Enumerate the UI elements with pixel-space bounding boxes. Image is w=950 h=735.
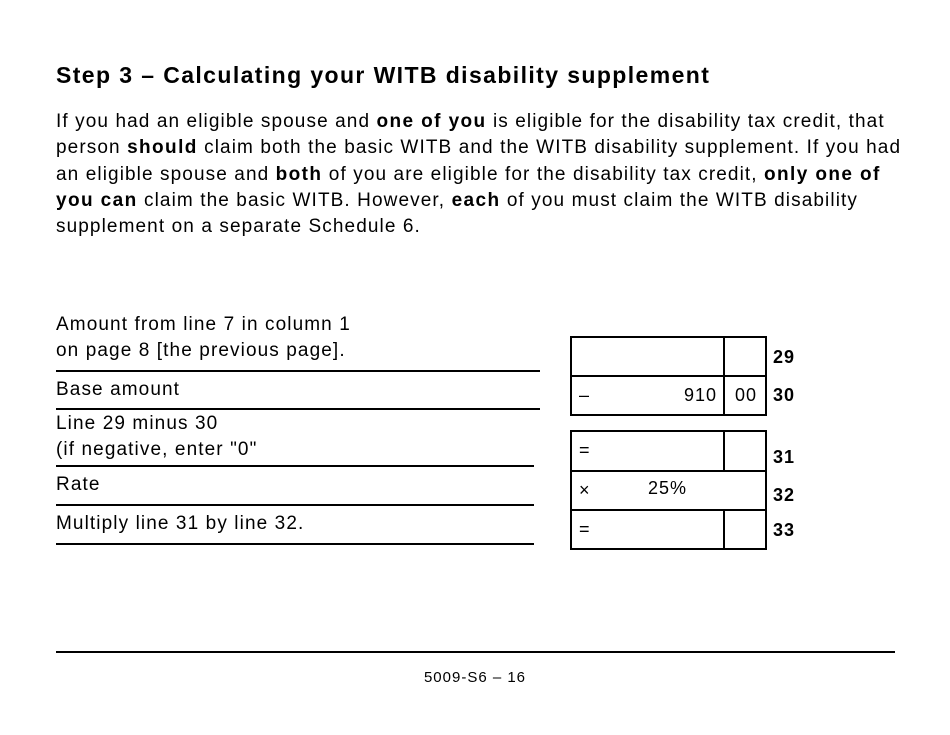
divider — [56, 465, 534, 467]
intro-bold: each — [451, 189, 501, 211]
line-29-cents-field[interactable] — [723, 338, 767, 375]
divider — [56, 504, 534, 506]
divider — [56, 370, 540, 372]
line-30-cents: 00 — [723, 377, 767, 414]
divider — [56, 543, 534, 545]
intro-paragraph — [56, 109, 906, 240]
line-number-32: 32 — [773, 485, 796, 505]
section-title: Step 3 – Calculating your WITB disability supplement — [56, 62, 711, 88]
label-text: (if negative, enter "0" — [56, 439, 258, 460]
intro-text: If you had an eligible spouse and — [56, 111, 377, 132]
intro-text: is eligible for the disability tax credit, that person — [56, 111, 885, 159]
line-32-label: Rate — [56, 474, 101, 495]
amount-box-29-30 — [570, 336, 767, 416]
line-31-cents-field[interactable] — [723, 432, 767, 470]
equals-operator: = — [579, 440, 590, 460]
times-operator: × — [579, 480, 590, 500]
intro-text: claim the basic WITB. However, — [137, 189, 452, 211]
line-33-label: Multiply line 31 by line 32. — [56, 513, 305, 534]
intro-bold: one of you — [376, 111, 487, 132]
line-number-30: 30 — [773, 385, 796, 405]
intro-bold: both — [275, 163, 323, 185]
rate-value: 25% — [648, 478, 688, 498]
label-text: Amount from line 7 in column 1 — [56, 314, 351, 335]
intro-bold: should — [127, 137, 198, 159]
line-number-31: 31 — [773, 447, 796, 467]
label-text: Line 29 minus 30 — [56, 413, 219, 434]
line-33-cents-field[interactable] — [723, 511, 767, 548]
intro-text: of you must claim the WITB disability supplement on a separate Schedule 6. — [56, 189, 858, 238]
line-30-field — [572, 375, 765, 414]
divider — [56, 408, 540, 410]
line-number-33: 33 — [773, 520, 796, 540]
intro-text: claim both the basic WITB and the WITB disability supplement. If you had an eligible spouse and — [56, 137, 902, 185]
line-number-29: 29 — [773, 347, 796, 367]
intro-text: of you are eligible for the disability tax credit, — [322, 163, 765, 185]
line-32-field — [572, 470, 765, 509]
footer-rule — [56, 651, 895, 653]
line-29-label — [56, 312, 351, 364]
amount-box-31-33 — [570, 430, 767, 550]
line-33-field[interactable] — [572, 509, 765, 548]
intro-bold: only one of you can — [56, 163, 881, 211]
label-text: on page 8 [the previous page]. — [56, 340, 346, 361]
line-31-label — [56, 411, 257, 463]
minus-operator: – — [579, 385, 590, 405]
line-30-dollars: 910 — [683, 385, 717, 405]
page-number: 5009-S6 – 16 — [423, 669, 527, 686]
line-29-field[interactable] — [572, 338, 765, 375]
line-31-field[interactable] — [572, 432, 765, 470]
line-30-label: Base amount — [56, 379, 181, 400]
equals-operator: = — [579, 519, 590, 539]
